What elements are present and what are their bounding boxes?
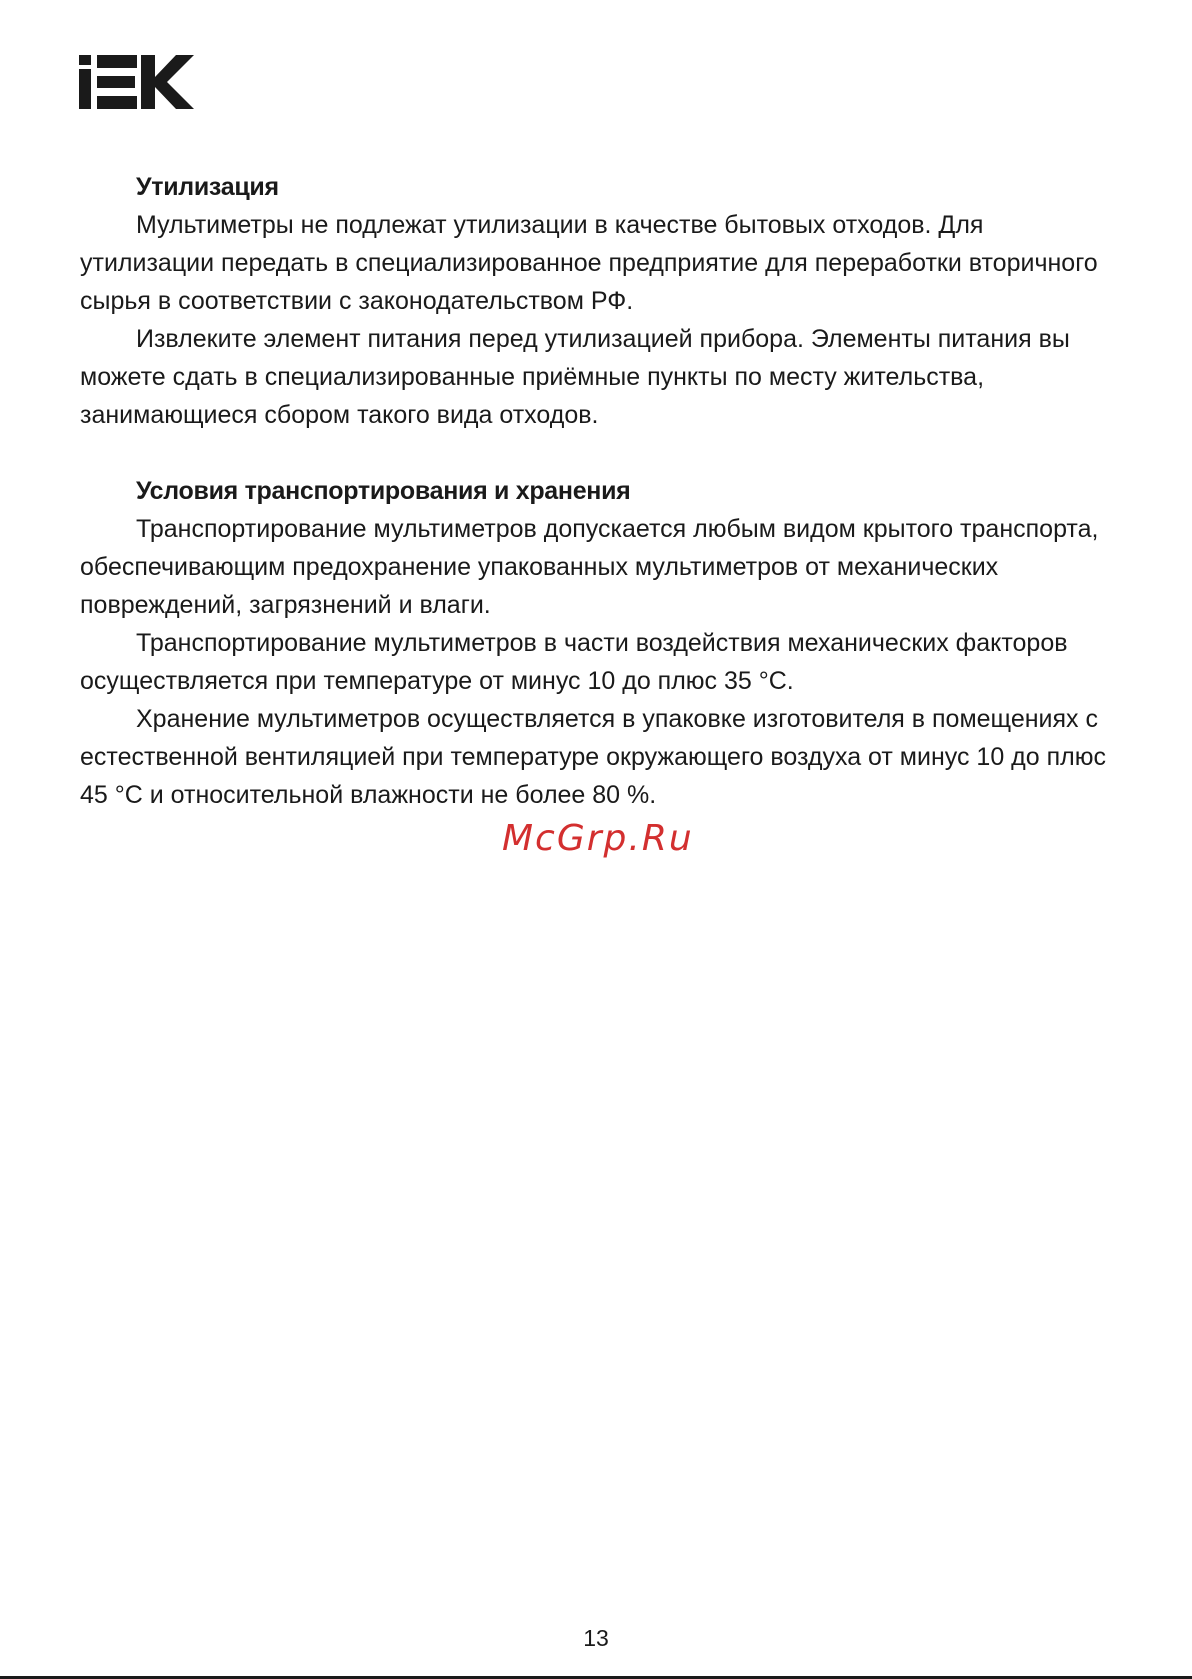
document-body — [80, 168, 1115, 814]
page-number: 13 — [583, 1625, 609, 1651]
paragraph: Транспортирование мультиметров в части воздействия механических факторов осуществляется при температуре от минус 10 до плюс 35 °С. — [80, 629, 1068, 695]
iek-logo — [79, 55, 194, 109]
iek-logo-mark — [79, 55, 194, 109]
transport-storage-section — [80, 472, 1115, 814]
paragraph: Мультиметры не подлежат утилизации в качестве бытовых отходов. Для утилизации передать в специализированное предприятие для переработки вторичного сырья в соответствии с законодательством РФ. — [80, 211, 1098, 315]
section-heading: Утилизация — [136, 173, 279, 201]
disposal-section — [80, 168, 1115, 434]
paragraph: Извлеките элемент питания перед утилизацией прибора. Элементы питания вы можете сдать в специализированные приёмные пункты по месту жительства, занимающиеся сбором такого вида отходов. — [80, 325, 1070, 429]
paragraph: Транспортирование мультиметров допускается любым видом крытого транспорта, обеспечивающим предохранение упакованных мультиметров от механических повреждений, загрязнений и влаги. — [80, 515, 1099, 619]
paragraph: Хранение мультиметров осуществляется в упаковке изготовителя в помещениях с естественной вентиляцией при температуре окружающего воздуха от минус 10 до плюс 45 °С и относительной влажности не более 80 %. — [80, 705, 1106, 809]
section-heading: Условия транспортирования и хранения — [136, 477, 631, 505]
watermark: McGrp.Ru — [502, 818, 694, 859]
